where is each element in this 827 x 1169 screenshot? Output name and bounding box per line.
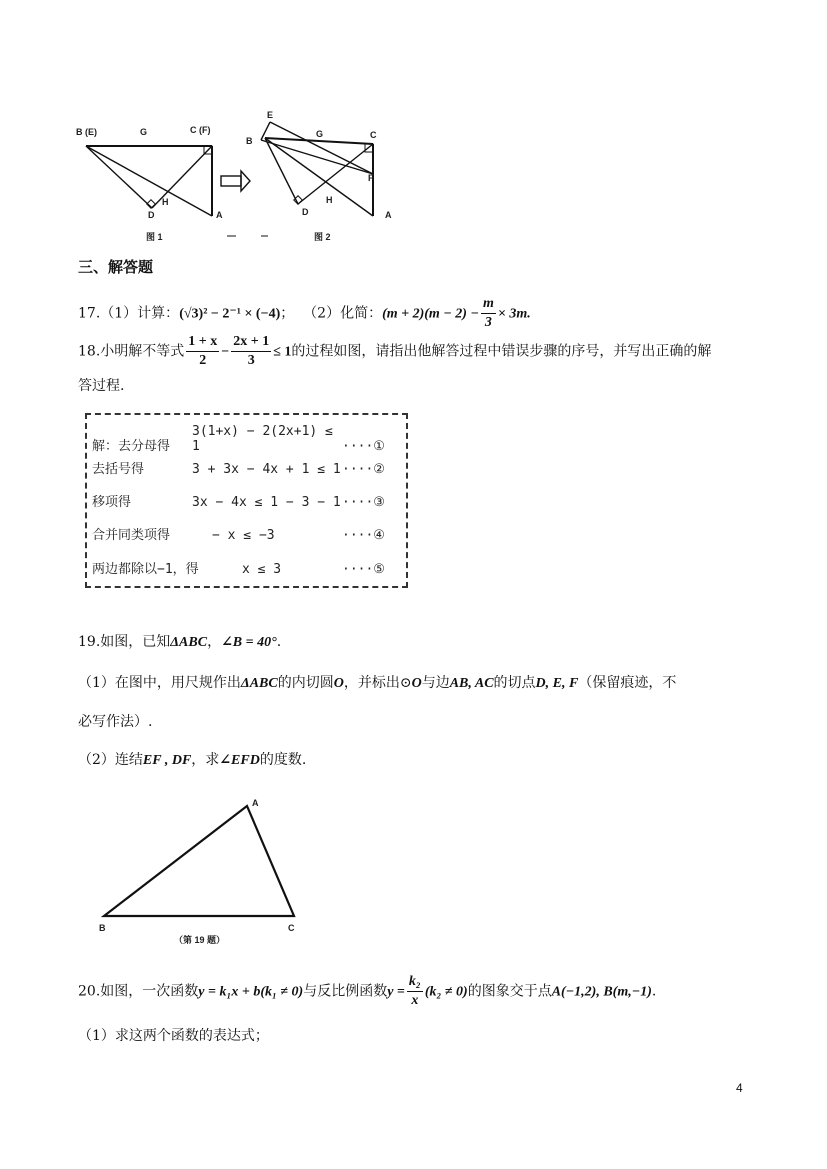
- q20-linear: y = k₁x + b(k₁ ≠ 0): [198, 984, 304, 1000]
- q19-triangle: ΔABC: [170, 635, 208, 650]
- question-19: [78, 632, 281, 653]
- fig2-label-b: B: [246, 136, 253, 146]
- q19-part1: （1）在图中，用尺规作出ΔABC的内切圆O，并标出⊙O与边AB, AC的切点D, E, F（保留痕迹，不: [78, 675, 677, 691]
- q20-inv-cond: (k₂ ≠ 0): [424, 984, 468, 1000]
- fig2-label-f: F: [368, 173, 374, 183]
- q18-text-post: 的过程如图，请指出他解答过程中错误步骤的序号，并写出正确的解: [291, 343, 712, 360]
- q18-step-3: 移项得 3x − 4x ≤ 1 − 3 − 1····③: [92, 495, 385, 510]
- q20-inv-frac: $\frac{\text{k₂}}{x}$: [408, 974, 421, 1008]
- fig1-label-h: H: [162, 197, 169, 207]
- fig2-label-h: H: [326, 195, 333, 205]
- q17-part2-expr-pre: (m + 2)(m − 2) −: [382, 306, 479, 322]
- q19-part1-line2: 必写作法）.: [78, 714, 153, 730]
- fig2-label-a: A: [385, 210, 392, 220]
- q20-text-mid2: 的图象交于点: [467, 983, 552, 1000]
- fig1-label-d: D: [148, 210, 155, 220]
- q19-line1-end: .: [276, 634, 282, 650]
- q18-step-4: 合并同类项得 − x ≤ −3 ····④: [92, 528, 385, 543]
- fig1-label-cf: C (F): [190, 125, 211, 135]
- figure-1: [76, 125, 223, 242]
- top-figures: [70, 105, 410, 245]
- q19-caption: （第 19 题）: [174, 935, 226, 945]
- q20-number: 20.: [78, 983, 101, 1000]
- q17-part2-expr-post: × 3m.: [497, 306, 531, 322]
- q18-frac2: $\frac{2x + 1}{3}$: [233, 334, 270, 368]
- fig2-label-c: C: [370, 130, 377, 140]
- fig1-label-a: A: [216, 210, 223, 220]
- q19-line1-pre: 如图，已知: [100, 634, 171, 650]
- q17-part1-expr: (√3)² − 2⁻¹ × (−4): [179, 306, 281, 322]
- q20-text-pre: 如图，一次函数: [100, 983, 199, 1000]
- q20-text-mid: 与反比例函数: [303, 983, 388, 1000]
- q18-step-2: 去括号得 3 + 3x − 4x + 1 ≤ 1····②: [92, 462, 385, 477]
- q17-part2-label: （2）化简：: [303, 305, 383, 322]
- fig2-label-g: G: [316, 129, 324, 139]
- fig2-label-e: E: [267, 110, 274, 120]
- q18-text-pre: 小明解不等式: [100, 343, 185, 360]
- fig1-label-be: B (E): [76, 127, 97, 137]
- q20-text-end: .: [651, 983, 657, 1000]
- q18-step-1: 解：去分母得3(1+x) − 2(2x+1) ≤ 1 ····①: [92, 424, 385, 454]
- q17-number: 17.: [78, 305, 101, 322]
- page-number: 4: [736, 1081, 743, 1095]
- q19-triangle-figure: [95, 790, 310, 950]
- section-title: 三、解答题: [78, 258, 154, 276]
- q19-label-a: A: [252, 798, 259, 808]
- figure-2: [246, 110, 392, 242]
- q17-part1-label: （1）计算：: [100, 305, 180, 322]
- q18-ineq: ≤ 1: [273, 344, 292, 360]
- fig2-caption: 图 2: [314, 232, 331, 242]
- triangle-abc: [104, 806, 294, 916]
- fig2-label-d: D: [302, 207, 309, 217]
- q18-minus: −: [221, 344, 230, 360]
- question-18: [78, 333, 711, 370]
- fig1-label-g: G: [140, 127, 148, 137]
- q18-step-5: 两边都除以−1，得 x ≤ 3 ····⑤: [92, 562, 385, 577]
- right-double-arrow-icon: [221, 171, 268, 236]
- q18-number: 18.: [78, 343, 101, 360]
- q20-points: A(−1,2), B(m,−1): [551, 984, 652, 1000]
- q19-angle: ∠B = 40°: [221, 635, 277, 650]
- q19-label-c: C: [288, 923, 295, 933]
- q19-part2: （2）连结EF , DF，求∠EFD的度数.: [78, 752, 307, 768]
- q18-frac1: $\frac{1 + x}{2}$: [188, 334, 218, 368]
- q18-text-line2: 答过程.: [78, 378, 125, 394]
- fig1-caption: 图 1: [146, 232, 163, 242]
- q19-sep: ，: [207, 634, 222, 650]
- q19-number: 19.: [78, 634, 101, 650]
- q17-fraction: $\frac{m}{3}$: [482, 296, 494, 330]
- q20-inv-lhs: y =: [387, 984, 405, 1000]
- q17-separator: ；: [280, 305, 295, 322]
- q19-label-b: B: [99, 923, 106, 933]
- q20-part1: （1）求这两个函数的表达式；: [78, 1028, 269, 1044]
- question-17: [78, 295, 531, 332]
- question-20: [78, 973, 656, 1010]
